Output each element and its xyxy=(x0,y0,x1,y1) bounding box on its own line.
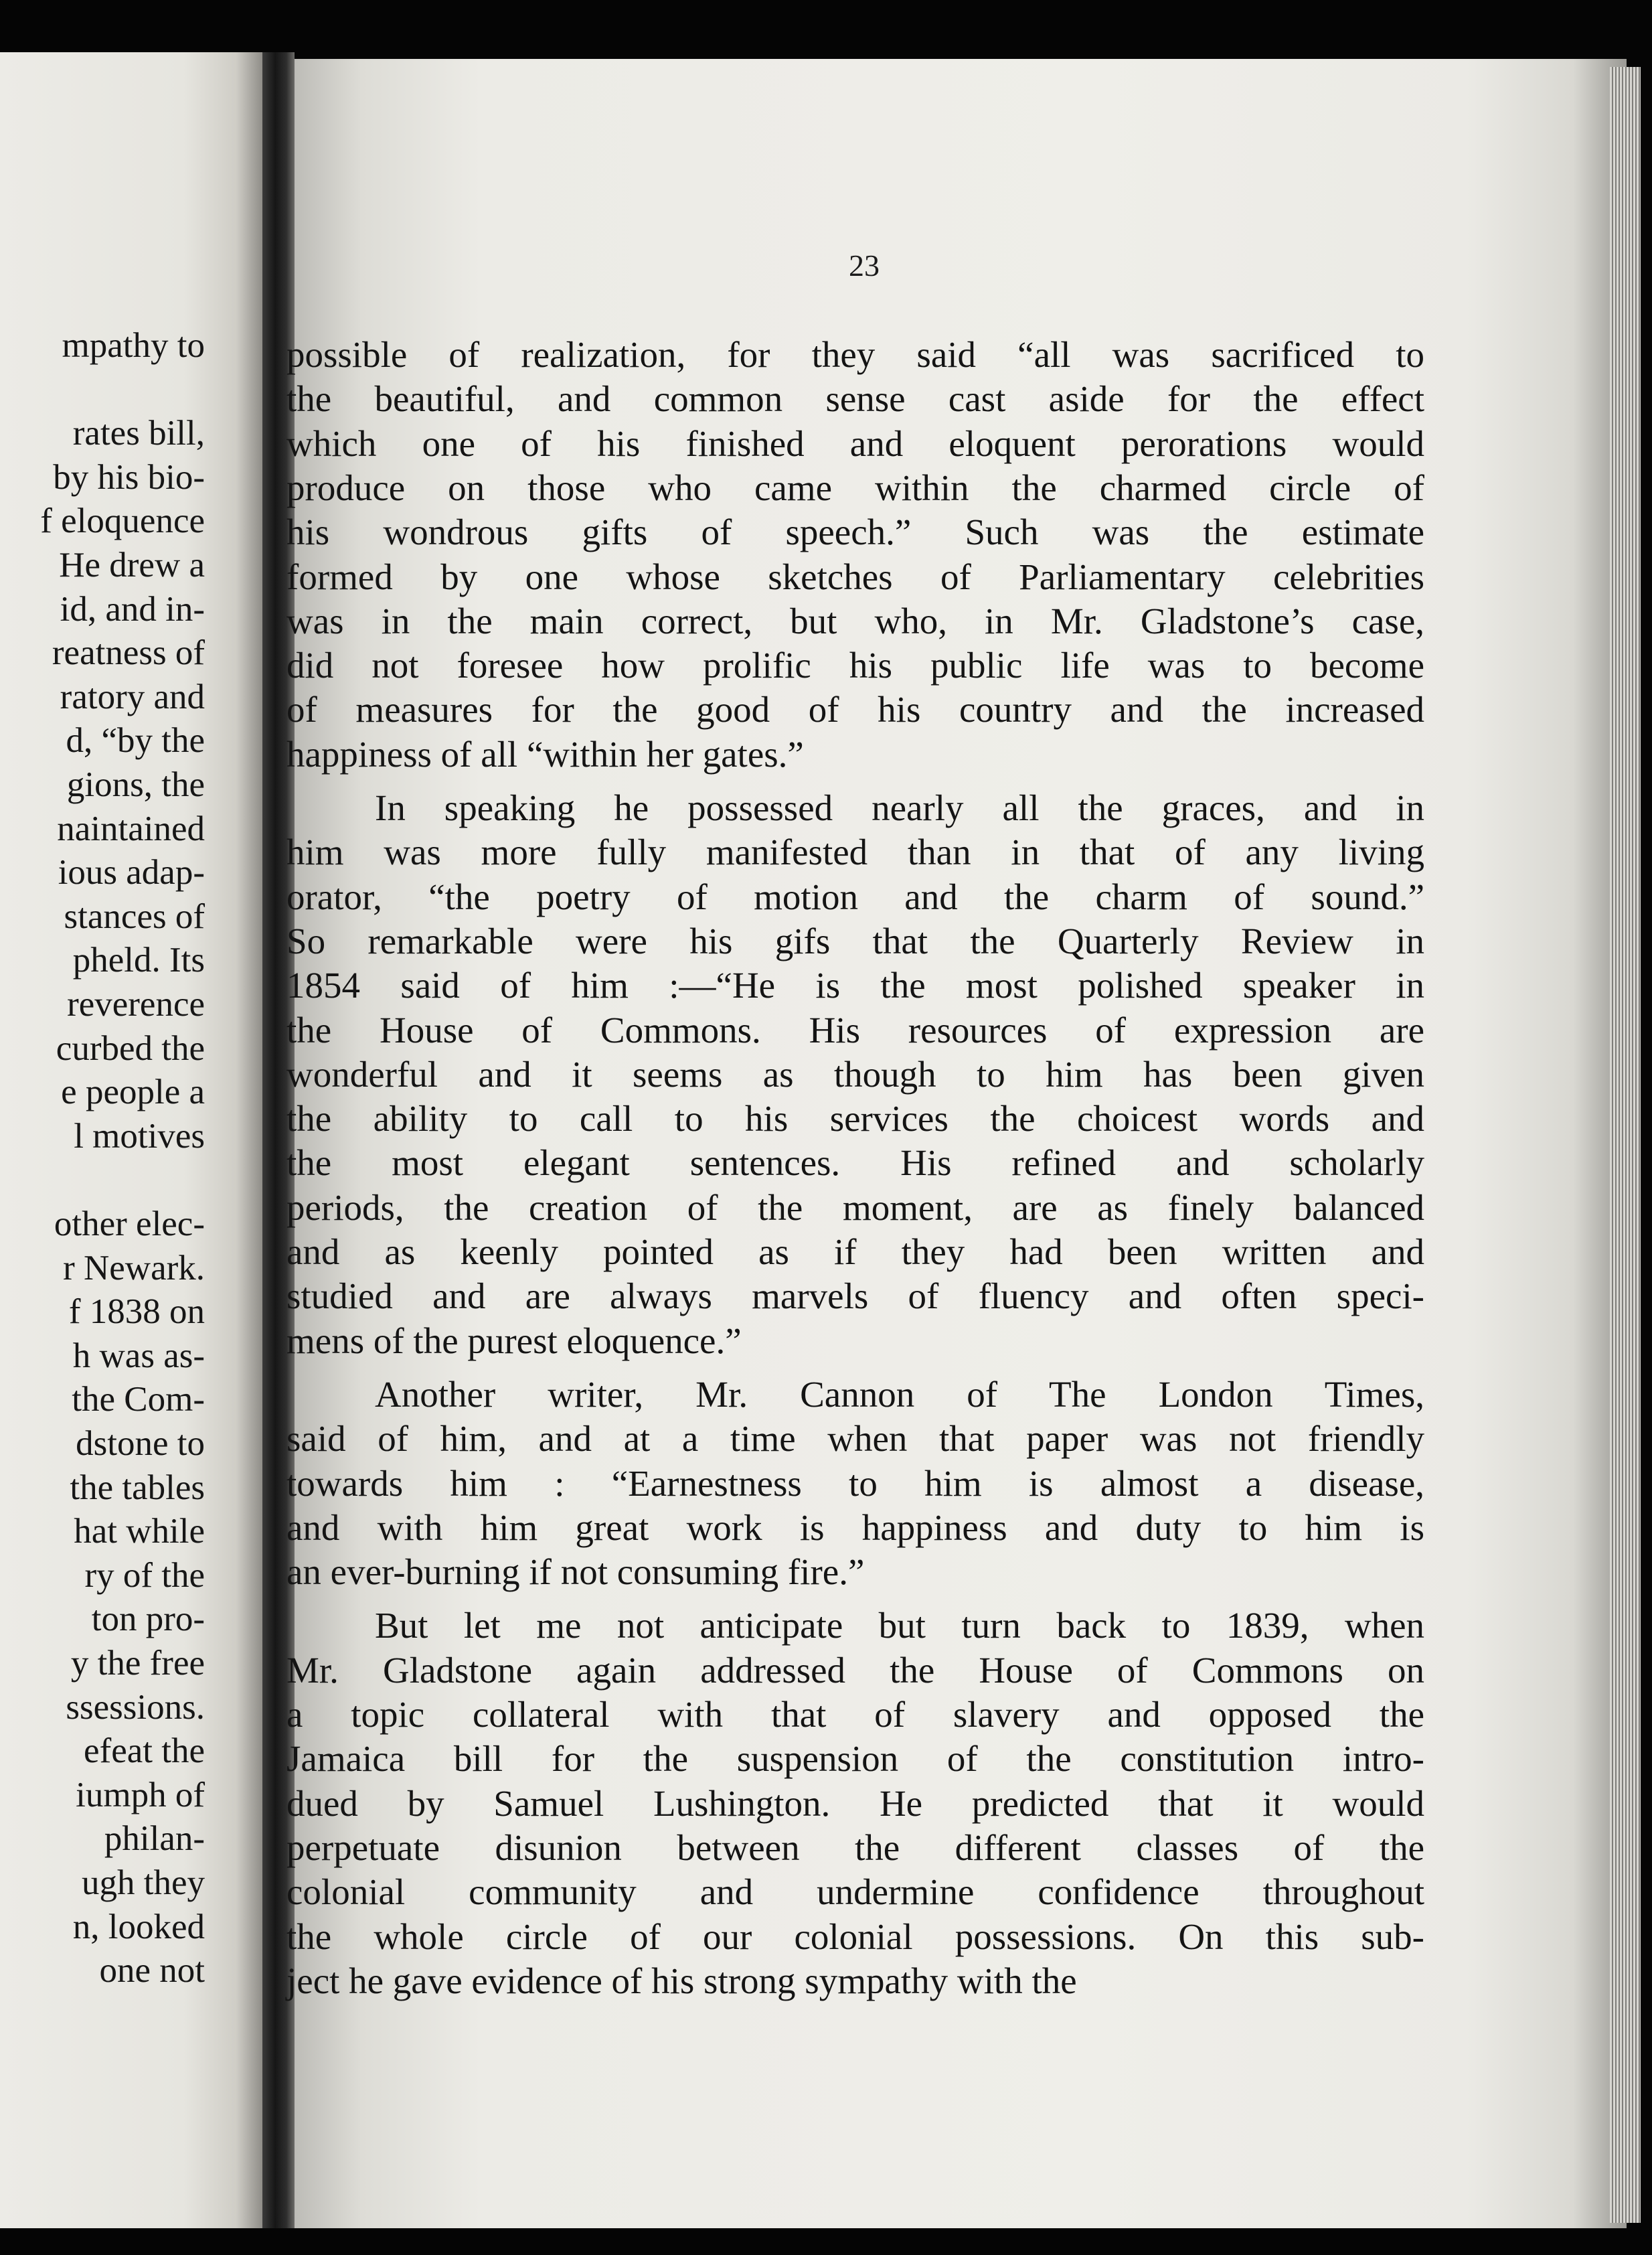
text-line: the most elegant sentences. His refined and scholarly xyxy=(286,1142,1424,1184)
facing-page-line: stances of xyxy=(64,897,205,936)
facing-page-line: gions, the xyxy=(66,765,205,804)
text-line: towards him : “Earnestness to him is almost a disease, xyxy=(286,1462,1424,1504)
facing-page-line: the Com- xyxy=(72,1380,205,1419)
text-line: an ever-burning if not consuming fire.” xyxy=(286,1551,865,1593)
facing-page-line: efeat the xyxy=(84,1731,205,1771)
facing-page-line: other elec- xyxy=(54,1204,205,1243)
facing-page-line: ssessions. xyxy=(66,1687,205,1727)
facing-page-line: by his bio- xyxy=(53,457,205,497)
text-line: the ability to call to his services the choicest words and xyxy=(286,1098,1424,1140)
facing-page-line: ry of the xyxy=(84,1555,205,1595)
page-number: 23 xyxy=(849,248,880,283)
facing-page-line: iumph of xyxy=(76,1775,205,1814)
text-line: formed by one whose sketches of Parliamentary celebrities xyxy=(286,556,1424,597)
text-line: perpetuate disunion between the different classes of the xyxy=(286,1826,1424,1868)
facing-page-line: d, “by the xyxy=(66,721,205,761)
text-line: his wondrous gifts of speech.” Such was the estimate xyxy=(286,512,1424,553)
facing-page-line: e people a xyxy=(61,1073,205,1112)
text-line: 1854 said of him :—“He is the most polished speaker in xyxy=(286,965,1424,1006)
text-line: studied and are always marvels of fluency and often speci- xyxy=(286,1275,1424,1317)
facing-page-line: hat while xyxy=(74,1512,205,1551)
text-line: So remarkable were his gifs that the Quarterly Review in xyxy=(286,920,1424,961)
text-line: In speaking he possessed nearly all the graces, and in xyxy=(375,787,1424,828)
text-line: the whole circle of our colonial possessions. On this sub- xyxy=(286,1916,1424,1957)
facing-page-line: pheld. Its xyxy=(72,941,205,980)
text-line: ject he gave evidence of his strong sympathy with the xyxy=(286,1960,1077,2001)
facing-page-line: the tables xyxy=(70,1468,205,1507)
facing-page-line: ratory and xyxy=(60,677,205,716)
text-line: possible of realization, for they said “all was sacrificed to xyxy=(286,334,1424,375)
facing-page-line: reverence xyxy=(67,985,205,1024)
facing-page-line: dstone to xyxy=(76,1424,205,1463)
page-edges xyxy=(1610,67,1641,2223)
text-line: the House of Commons. His resources of expression are xyxy=(286,1009,1424,1051)
text-line: produce on those who came within the charmed circle of xyxy=(286,467,1424,508)
text-line: mens of the purest eloquence.” xyxy=(286,1320,742,1361)
facing-page-line: l motives xyxy=(74,1116,205,1156)
facing-page-line: rates bill, xyxy=(72,414,205,453)
text-line: Another writer, Mr. Cannon of The London Times, xyxy=(375,1373,1424,1415)
text-line: and as keenly pointed as if they had been written and xyxy=(286,1231,1424,1272)
text-line: wonderful and it seems as though to him has been given xyxy=(286,1053,1424,1095)
facing-page-line: curbed the xyxy=(56,1028,205,1068)
facing-page-line: n, looked xyxy=(72,1907,205,1946)
text-line: the beautiful, and common sense cast aside for the effect xyxy=(286,378,1424,420)
facing-page-line: mpathy to xyxy=(62,326,205,365)
facing-page-line: ious adap- xyxy=(58,853,205,892)
text-line: But let me not anticipate but turn back to 1839, when xyxy=(375,1605,1424,1646)
text-line: periods, the creation of the moment, are as finely balanced xyxy=(286,1186,1424,1228)
facing-page-line: one not xyxy=(99,1951,205,1991)
text-line: Mr. Gladstone again addressed the House of Commons on xyxy=(286,1649,1424,1691)
facing-page-line: y the free xyxy=(70,1644,205,1683)
text-line: said of him, and at a time when that paper was not friendly xyxy=(286,1418,1424,1460)
text-line: happiness of all “within her gates.” xyxy=(286,733,804,775)
text-line: which one of his finished and eloquent perorations would xyxy=(286,422,1424,464)
text-line: was in the main correct, but who, in Mr. Gladstone’s case, xyxy=(286,600,1424,641)
text-line: and with him great work is happiness and duty to him is xyxy=(286,1506,1424,1548)
text-line: him was more fully manifested than in that of any living xyxy=(286,832,1424,873)
text-line: of measures for the good of his country and the increased xyxy=(286,689,1424,730)
facing-page-line: ugh they xyxy=(82,1863,205,1902)
facing-page-line: naintained xyxy=(57,809,205,848)
facing-page-line: f eloquence xyxy=(40,501,205,541)
facing-page-line: philan- xyxy=(104,1819,205,1859)
text-line: orator, “the poetry of motion and the charm of sound.” xyxy=(286,876,1424,917)
facing-page-line: r Newark. xyxy=(63,1248,205,1288)
facing-page-line: id, and in- xyxy=(60,589,205,629)
facing-page-line: f 1838 on xyxy=(68,1292,205,1332)
facing-page-line: h was as- xyxy=(72,1336,205,1375)
text-line: did not foresee how prolific his public life was to become xyxy=(286,645,1424,686)
facing-page-line: ton pro- xyxy=(91,1600,205,1639)
facing-page-line: reatness of xyxy=(52,633,205,673)
text-line: colonial community and undermine confidence throughout xyxy=(286,1871,1424,1913)
text-line: Jamaica bill for the suspension of the constitution intro- xyxy=(286,1738,1424,1780)
facing-page-left xyxy=(0,52,262,2228)
text-line: a topic collateral with that of slavery and opposed the xyxy=(286,1694,1424,1735)
text-line: dued by Samuel Lushington. He predicted that it would xyxy=(286,1782,1424,1824)
facing-page-line: He drew a xyxy=(59,546,205,585)
